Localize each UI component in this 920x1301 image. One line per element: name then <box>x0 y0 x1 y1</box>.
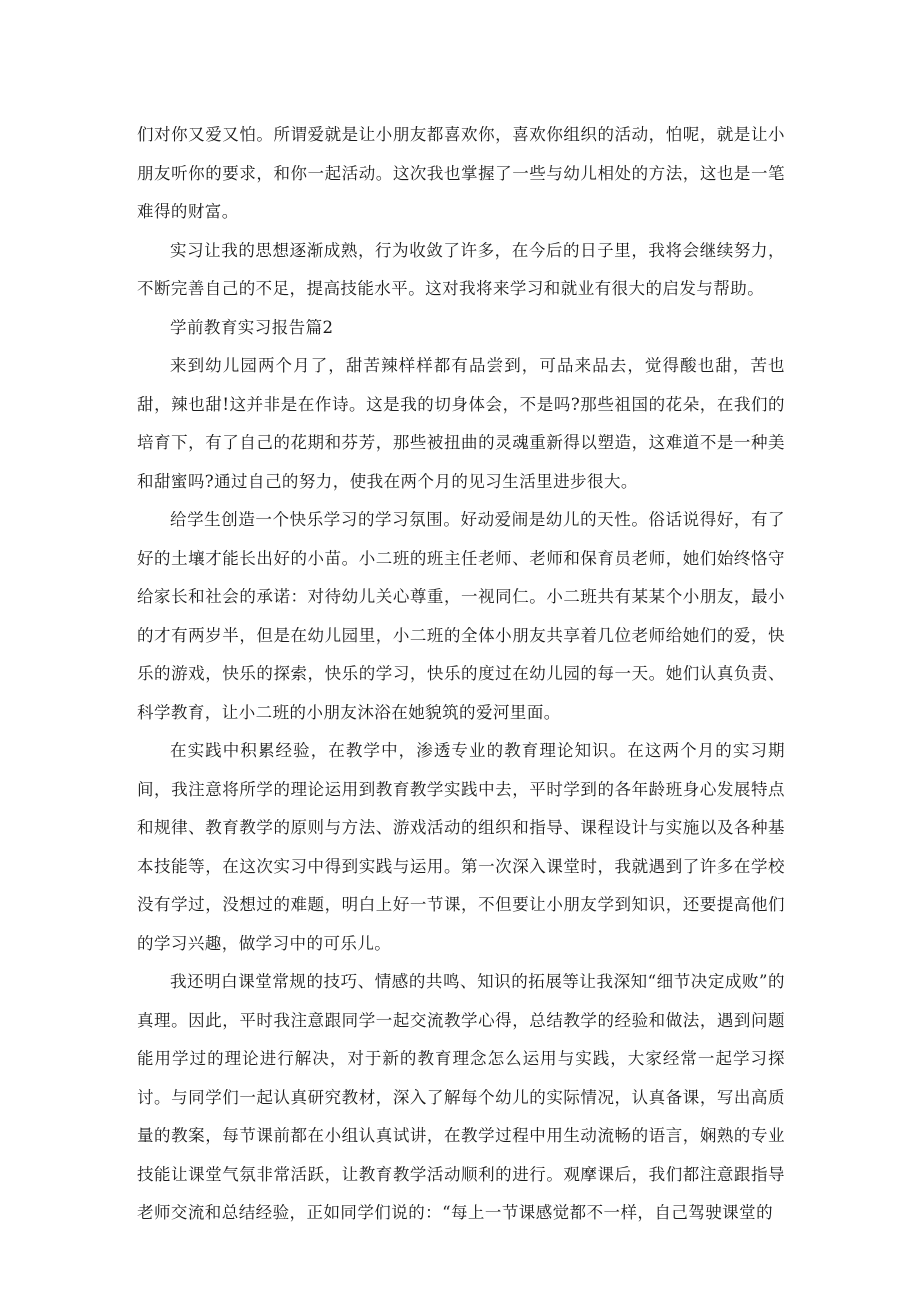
paragraph: 实习让我的思想逐渐成熟，行为收敛了许多，在今后的日子里，我将会继续努力，不断完善自己的不足，提高技能水平。这对我将来学习和就业有很大的启发与帮助。 <box>137 240 785 298</box>
paragraph: 在实践中积累经验，在教学中，渗透专业的教育理论知识。在这两个月的实习期间，我注意将所学的理论运用到教育教学实践中去，平时学到的各年龄班身心发展特点和规律、教育教学的原则与方法、游戏活动的组织和指导、课程设计与实施以及各种基本技能等，在这次实习中得到实践与运用。第一次深入课堂时，我就遇到了许多在学校没有学过，没想过的难题，明白上好一节课，不但要让小朋友学到知识，还要提高他们的学习兴趣，做学习中的可乐儿。 <box>137 741 785 953</box>
document-body <box>137 116 785 1233</box>
paragraph-continued: 们对你又爱又怕。所谓爱就是让小朋友都喜欢你，喜欢你组织的活动，怕呢，就是让小朋友听你的要求，和你一起活动。这次我也掌握了一些与幼儿相处的方法，这也是一笔难得的财富。 <box>137 125 785 221</box>
section-heading: 学前教育实习报告篇2 <box>170 317 334 337</box>
paragraph: 我还明白课堂常规的技巧、情感的共鸣、知识的拓展等让我深知“细节决定成败”的真理。因此，平时我注意跟同学一起交流教学心得，总结教学的经验和做法，遇到问题能用学过的理论进行解决，对于新的教育理念怎么运用与实践，大家经常一起学习探讨。与同学们一起认真研究教材，深入了解每个幼儿的实际情况，认真备课，写出高质量的教案，每节课前都在小组认真试讲，在教学过程中用生动流畅的语言，娴熟的专业技能让课堂气氛非常活跃，让教育教学活动顺利的进行。观摩课后，我们都注意跟指导老师交流和总结经验，正如同学们说的：“每上一节课感觉都不一样，自己驾驶课堂的 <box>137 972 785 1222</box>
paragraph: 给学生创造一个快乐学习的学习氛围。好动爱闹是幼儿的天性。俗话说得好，有了好的土壤才能长出好的小苗。小二班的班主任老师、老师和保育员老师，她们始终恪守给家长和社会的承诺：对待幼儿关心尊重，一视同仁。小二班共有某某个小朋友，最小的才有两岁半，但是在幼儿园里，小二班的全体小朋友共享着几位老师给她们的爱，快乐的游戏，快乐的探索，快乐的学习，快乐的度过在幼儿园的每一天。她们认真负责、科学教育，让小二班的小朋友沐浴在她貌筑的爱河里面。 <box>137 510 785 722</box>
paragraph: 来到幼儿园两个月了，甜苦辣样样都有品尝到，可品来品去，觉得酸也甜，苦也甜，辣也甜!这并非是在作诗。这是我的切身体会，不是吗?那些祖国的花朵，在我们的培育下，有了自己的花期和芬芳，那些被扭曲的灵魂重新得以塑造，这难道不是一种美和甜蜜吗?通过自己的努力，使我在两个月的见习生活里进步很大。 <box>137 356 785 491</box>
